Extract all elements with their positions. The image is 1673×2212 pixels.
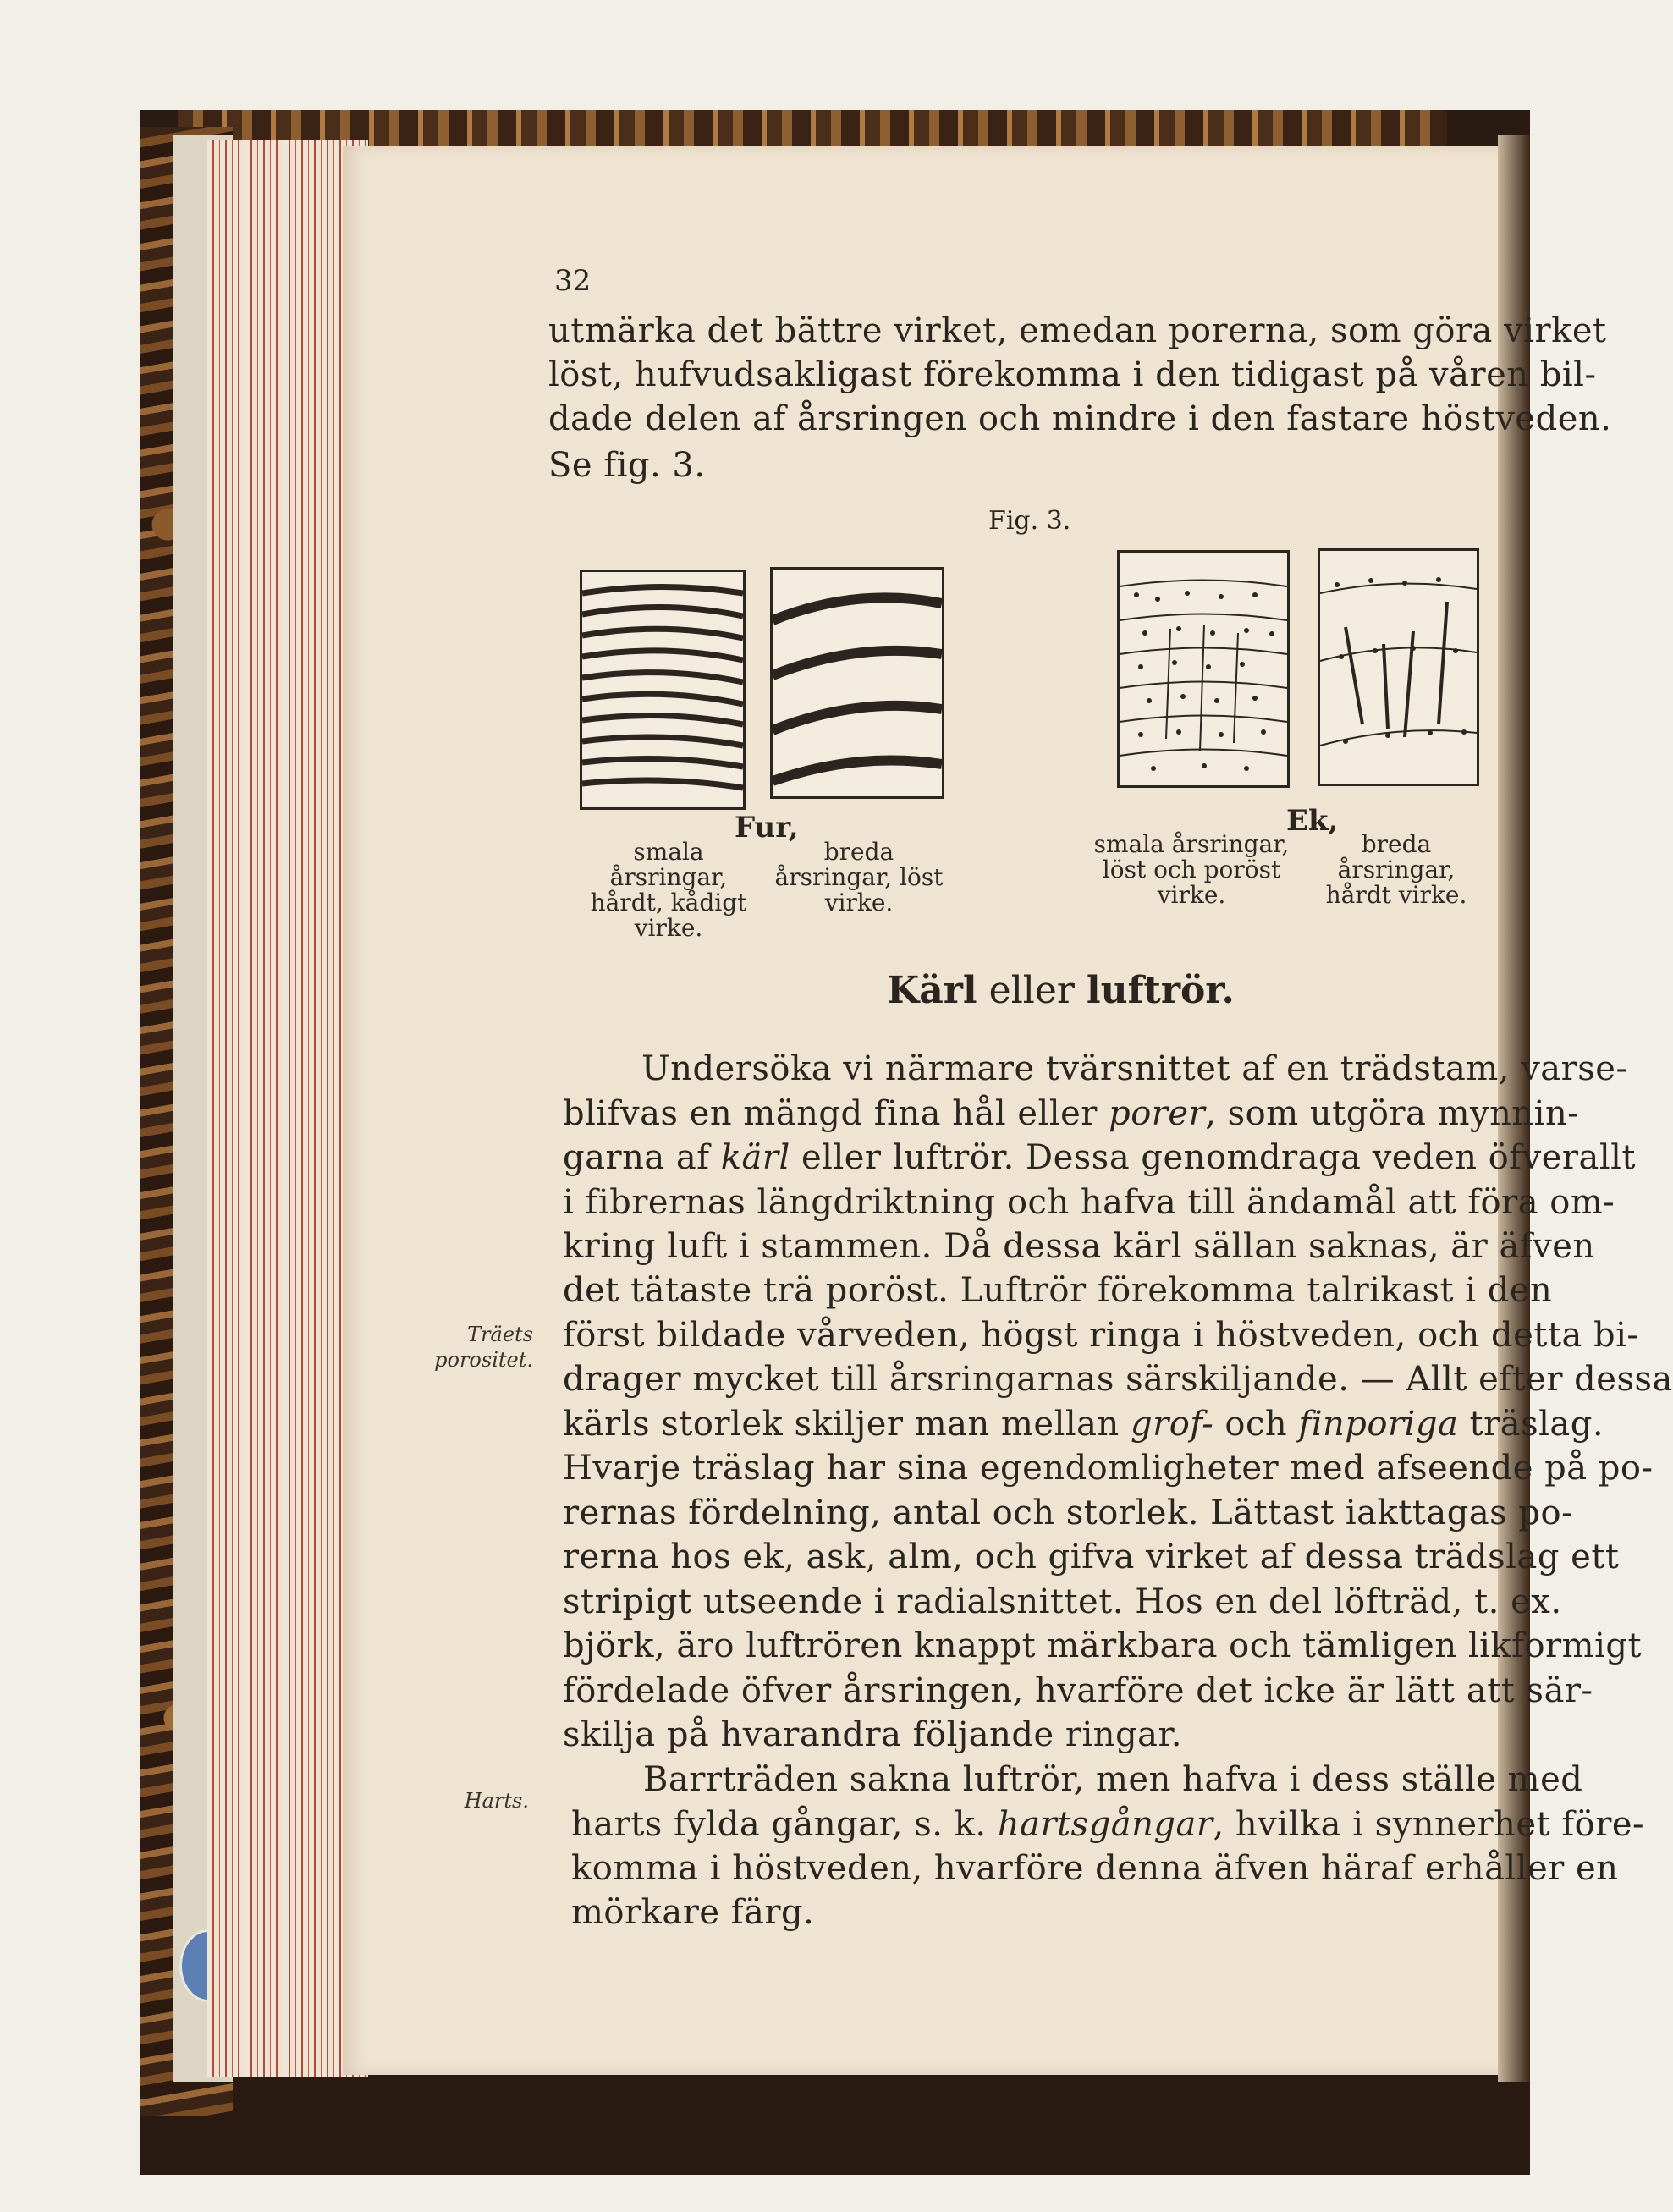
body-line xyxy=(563,1715,1182,1754)
body-line xyxy=(563,1138,1636,1177)
text-segment: det tätaste trä poröst. Luftrör förekomma talrikast i den xyxy=(563,1271,1553,1310)
text-segment: björk, äro luftrören knappt märkbara och tämligen likformigt xyxy=(563,1626,1643,1665)
text-segment: mörkare färg. xyxy=(571,1893,815,1932)
text-segment: kärls storlek skiljer man mellan xyxy=(563,1405,1131,1444)
intro-line: dade delen af årsringen och mindre i den fastare höstveden. xyxy=(548,399,1612,438)
ek-narrow-rings-figure xyxy=(1117,550,1290,788)
ek-narrow-caption: smala årsringar, löst och poröst virke. xyxy=(1093,830,1290,909)
body-line xyxy=(563,1405,1604,1444)
fur-wide-caption: breda årsringar, löst virke. xyxy=(774,838,944,916)
body-line xyxy=(643,1760,1582,1799)
intro-line: löst, hufvudsakligast förekomma i den tidigast på våren bil- xyxy=(548,355,1597,394)
ek-narrow-rings-drawing xyxy=(1120,553,1287,785)
section-title-part: luftrör. xyxy=(1086,969,1235,1012)
text-segment: , som utgöra mynnin- xyxy=(1205,1094,1580,1133)
emphasized-term: finporiga xyxy=(1298,1405,1459,1444)
body-line xyxy=(563,1360,1673,1399)
intro-line: utmärka det bättre virket, emedan porerna, som göra virket xyxy=(548,311,1607,350)
section-title xyxy=(887,969,1235,1012)
body-line xyxy=(571,1849,1618,1888)
body-line xyxy=(571,1805,1644,1844)
margin-note-porosity: Träets porositet. xyxy=(434,1323,533,1372)
text-segment: fördelade öfver årsringen, hvarföre det icke är lätt att sär- xyxy=(563,1671,1593,1710)
text-segment: Barrträden sakna luftrör, men hafva i dess ställe med xyxy=(643,1760,1583,1799)
text-segment: stripigt utseende i radialsnittet. Hos en del löfträd, t. ex. xyxy=(563,1582,1562,1621)
body-line xyxy=(563,1538,1619,1576)
emphasized-term: porer xyxy=(1109,1094,1206,1133)
emphasized-term: grof- xyxy=(1131,1405,1214,1444)
text-segment: i fibrernas längdriktning och hafva till ändamål att föra om- xyxy=(563,1183,1615,1222)
body-line xyxy=(563,1582,1562,1621)
margin-note-resin: Harts. xyxy=(464,1789,529,1813)
text-segment: komma i höstveden, hvarföre denna äfven häraf erhåller en xyxy=(571,1849,1619,1888)
body-line xyxy=(571,1893,814,1932)
fur-narrow-rings-drawing xyxy=(582,572,743,807)
fur-title: Fur, xyxy=(735,811,799,845)
body-line xyxy=(563,1094,1579,1133)
body-line xyxy=(563,1183,1615,1222)
ek-title: Ek, xyxy=(1286,804,1339,838)
body-line xyxy=(563,1494,1573,1532)
fur-wide-rings-figure xyxy=(770,567,944,799)
body-line xyxy=(563,1227,1595,1266)
text-segment: drager mycket till årsringarnas särskiljande. — Allt efter dessa xyxy=(563,1360,1673,1399)
body-line xyxy=(563,1626,1642,1665)
text-segment: Hvarje träslag har sina egendomligheter med afseende på po- xyxy=(563,1449,1654,1488)
figure-label: Fig. 3. xyxy=(988,506,1071,536)
section-title-part: Kärl xyxy=(887,969,977,1012)
text-segment: garna af xyxy=(563,1138,721,1177)
emphasized-term: kärl xyxy=(720,1138,790,1177)
text-segment: , hvilka i synnerhet före- xyxy=(1213,1805,1645,1844)
text-segment: först bildade vårveden, högst ringa i höstveden, och detta bi- xyxy=(563,1316,1639,1355)
intro-line: Se fig. 3. xyxy=(548,446,706,485)
text-segment: skilja på hvarandra följande ringar. xyxy=(563,1715,1182,1754)
text-segment: blifvas en mängd fina hål eller xyxy=(563,1094,1109,1133)
body-line xyxy=(641,1049,1628,1088)
text-segment: eller luftrör. Dessa genomdraga veden öfverallt xyxy=(790,1138,1636,1177)
section-title-part: eller xyxy=(988,969,1075,1012)
text-segment: och xyxy=(1213,1405,1299,1444)
page-number: 32 xyxy=(554,264,592,298)
text-segment: harts fylda gångar, s. k. xyxy=(571,1805,998,1844)
text-segment: träslag. xyxy=(1458,1405,1604,1444)
fur-narrow-caption: smala årsringar, hårdt, kådigt virke. xyxy=(590,838,747,942)
ek-wide-caption: breda årsringar, hårdt virke. xyxy=(1325,830,1467,909)
body-line xyxy=(563,1316,1638,1355)
text-segment: Undersöka vi närmare tvärsnittet af en trädstam, varse- xyxy=(641,1049,1628,1088)
body-line xyxy=(563,1271,1552,1310)
text-segment: kring luft i stammen. Då dessa kärl sällan saknas, är äfven xyxy=(563,1227,1595,1266)
fur-wide-rings-drawing xyxy=(773,570,942,796)
body-line xyxy=(563,1671,1593,1710)
body-line xyxy=(563,1449,1653,1488)
ek-wide-rings-drawing xyxy=(1320,551,1477,784)
text-segment: rernas fördelning, antal och storlek. Lättast iakttagas po- xyxy=(563,1494,1574,1532)
text-segment: rerna hos ek, ask, alm, och gifva virket af dessa trädslag ett xyxy=(563,1538,1620,1576)
emphasized-term: hartsgångar xyxy=(997,1805,1213,1844)
ek-wide-rings-figure xyxy=(1318,548,1479,786)
fur-narrow-rings-figure xyxy=(580,570,746,810)
